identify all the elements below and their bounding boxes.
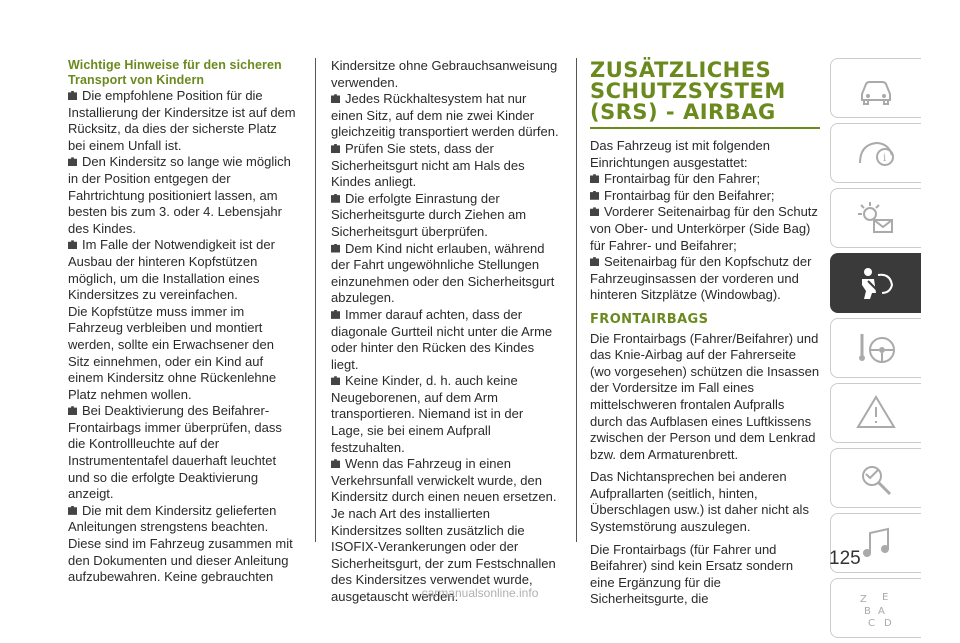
bullet-text: Seitenairbag für den Kopfschutz der Fahrzeuginsassen der vorderen und hinteren Sitzplätze (Windowbag). xyxy=(590,254,812,303)
body-paragraph: Die Frontairbags (Fahrer/Beifahrer) und das Knie-Airbag auf der Fahrerseite (wo vorgesehen) schützen die Insassen der Vordersitze im Fall eines mittelschweren frontalen Aufpralls durch das Aufblasen eines Luftkissens zwischen der Person und dem Lenkrad bzw. dem Armaturenbrett. xyxy=(590,330,820,462)
bullet-text: Den Kindersitz so lange wie möglich in der Position entgegen der Fahrtrichtung positioniert lassen, am besten bis zum 3. oder 4. Lebensjahr des Kindes. xyxy=(68,154,291,236)
column-divider-2 xyxy=(576,58,577,542)
bullet-icon xyxy=(590,257,599,266)
bullet-text: Dem Kind nicht erlauben, während der Fahrt ungewöhnliche Stellungen einzunehmen oder den Sicherheitsgurt abzulegen. xyxy=(331,240,555,306)
bullet-item xyxy=(331,58,559,91)
column-1 xyxy=(68,58,296,586)
svg-text:A: A xyxy=(878,606,885,617)
svg-text:B: B xyxy=(864,606,871,617)
info-dashboard-icon xyxy=(854,133,898,173)
bullet-text: Prüfen Sie stets, dass der Sicherheitsgurt nicht am Hals des Kindes anliegt. xyxy=(331,140,525,190)
bullet-item xyxy=(68,237,296,303)
bullet-icon xyxy=(331,94,340,103)
tab-vehicle[interactable] xyxy=(830,58,921,118)
bullet-item xyxy=(331,456,559,605)
maintenance-icon xyxy=(854,458,898,498)
svg-text:E: E xyxy=(882,592,889,603)
intro-paragraph: Das Fahrzeug ist mit folgenden Einrichtungen ausgestattet: xyxy=(590,138,770,170)
svg-text:i: i xyxy=(883,153,887,164)
bullet-text: Vorderer Seitenairbag für den Schutz von Ober- und Unterkörper (Side Bag) für Fahrer- und Beifahrer; xyxy=(590,204,818,253)
bullet-text: Die mit dem Kindersitz gelieferten Anleitungen strengstens beachten. Diese sind im Fahrzeug zusammen mit den Dokumenten und dieser Anleitung aufzubewahren. Keine gebrauchten xyxy=(68,502,293,585)
bullet-icon xyxy=(331,459,340,468)
bullet-icon xyxy=(68,406,77,415)
bullet-item xyxy=(68,503,296,586)
bullet-icon xyxy=(68,157,77,166)
bullet-item xyxy=(331,141,559,191)
page-number: 125 xyxy=(829,548,861,569)
column-3 xyxy=(590,60,820,608)
tab-maintenance[interactable] xyxy=(830,448,921,508)
bullet-item xyxy=(68,403,296,503)
bullet-text: Wenn das Fahrzeug in einen Verkehrsunfall verwickelt wurde, den Kindersitz durch einen neuen ersetzen. Je nach Art des installierten Kindersitzes sollten zusätzlich die ISOFIX-Verankerungen oder der Sicherheitsgurt, der zum Festschnallen des Kindersitzes verwendet wurde, ausgetauscht werden. xyxy=(331,456,557,604)
bullet-icon xyxy=(68,240,77,249)
bullet-icon xyxy=(590,191,599,200)
bullet-icon xyxy=(331,194,340,203)
body-paragraph: Die Frontairbags (für Fahrer und Beifahrer) sind kein Ersatz sondern eine Ergänzung für die Sicherheitsgurte, die xyxy=(590,541,794,607)
tab-safety[interactable] xyxy=(830,253,921,313)
bullet-item xyxy=(590,188,820,205)
tab-starting-driving[interactable] xyxy=(830,318,921,378)
bullet-text: Bei Deaktivierung des Beifahrer-Frontairbags immer überprüfen, dass die Kontrollleuchte auf der Instrumententafel dauerhaft leuchtet und so die erfolgte Deaktivierung anzeigt. xyxy=(68,403,282,502)
passenger-safety-icon xyxy=(854,263,898,303)
svg-text:D: D xyxy=(884,618,892,628)
svg-text:Z: Z xyxy=(860,594,867,605)
bullet-text: Frontairbag für den Fahrer; xyxy=(604,171,761,187)
bullet-item xyxy=(590,254,820,304)
bullet-text: Immer darauf achten, dass der diagonale Gurtteil nicht unter die Arme oder hinter den Rücken des Kindes liegt. xyxy=(331,306,553,372)
warning-lights-icon xyxy=(854,198,898,238)
svg-text:C: C xyxy=(868,618,875,628)
bullet-item xyxy=(68,88,296,154)
bullet-icon xyxy=(331,244,340,253)
tab-warning-lights[interactable] xyxy=(830,188,921,248)
bullet-item xyxy=(331,373,559,456)
bullet-icon xyxy=(68,506,77,515)
bullet-icon xyxy=(590,207,599,216)
bullet-text: Jedes Rückhaltesystem hat nur einen Sitz, auf dem nie zwei Kinder gleichzeitig transportiert werden dürfen. xyxy=(331,91,559,140)
column-divider-1 xyxy=(315,58,316,542)
bullet-text: Im Falle der Notwendigkeit ist der Ausbau der hinteren Kopfstützen möglich, um die Installation eines Kindersitzes zu vereinfachen. xyxy=(68,237,275,303)
car-icon xyxy=(854,68,898,108)
subsection-title: FRONTAIRBAGS xyxy=(590,311,709,327)
bullet-text: Kindersitze ohne Gebrauchsanweisung verwenden. xyxy=(331,58,558,90)
bullet-item xyxy=(590,204,820,254)
bullet-item xyxy=(331,241,559,307)
bullet-icon xyxy=(331,376,340,385)
tab-instruments[interactable] xyxy=(830,123,921,183)
steering-wheel-icon xyxy=(854,328,898,368)
bullet-text: Die erfolgte Einrastung der Sicherheitsgurte durch Ziehen am Sicherheitsgurt überprüfen. xyxy=(331,190,527,239)
section-heading: Wichtige Hinweise für den sicheren Transport von Kindern xyxy=(68,58,282,87)
section-title: ZUSÄTZLICHES SCHUTZSYSTEM (SRS) - AIRBAG xyxy=(590,58,786,124)
title-rule xyxy=(590,127,820,129)
column-2 xyxy=(331,58,559,606)
bullet-item xyxy=(68,304,296,404)
bullet-item xyxy=(331,307,559,373)
bullet-item xyxy=(590,171,820,188)
bullet-text: Frontairbag für den Beifahrer; xyxy=(604,187,775,203)
emergency-icon xyxy=(854,393,898,433)
bullet-item xyxy=(68,154,296,237)
bullet-icon xyxy=(331,144,340,153)
bullet-icon xyxy=(68,91,77,100)
body-paragraph: Das Nichtansprechen bei anderen Aufprallarten (seitlich, hinten, Überschlagen usw.) ist daher nicht als Systemstörung auszulegen. xyxy=(590,469,809,535)
bullet-text: Die Kopfstütze muss immer im Fahrzeug verbleiben und montiert werden, sollte ein Erwachsener den Sitz einnehmen, oder ein Kind auf einem Kindersitz ohne Rückenlehne Platz nehmen wollen. xyxy=(68,303,277,402)
footer-watermark: carmanualsonline.info xyxy=(421,586,539,600)
bullet-icon xyxy=(590,174,599,183)
bullet-item xyxy=(331,91,559,141)
tab-emergency[interactable] xyxy=(830,383,921,443)
bullet-text: Keine Kinder, d. h. auch keine Neugeborenen, auf dem Arm transportieren. Niemand ist in der Lage, sie bei einem Aufprall festzuhalten. xyxy=(331,373,524,455)
bullet-icon xyxy=(331,310,340,319)
bullet-item xyxy=(331,191,559,241)
bullet-text: Die empfohlene Position für die Installierung der Kindersitze ist auf dem Rücksitz, da dies der sicherste Platz bei einem Unfall ist. xyxy=(68,88,296,153)
